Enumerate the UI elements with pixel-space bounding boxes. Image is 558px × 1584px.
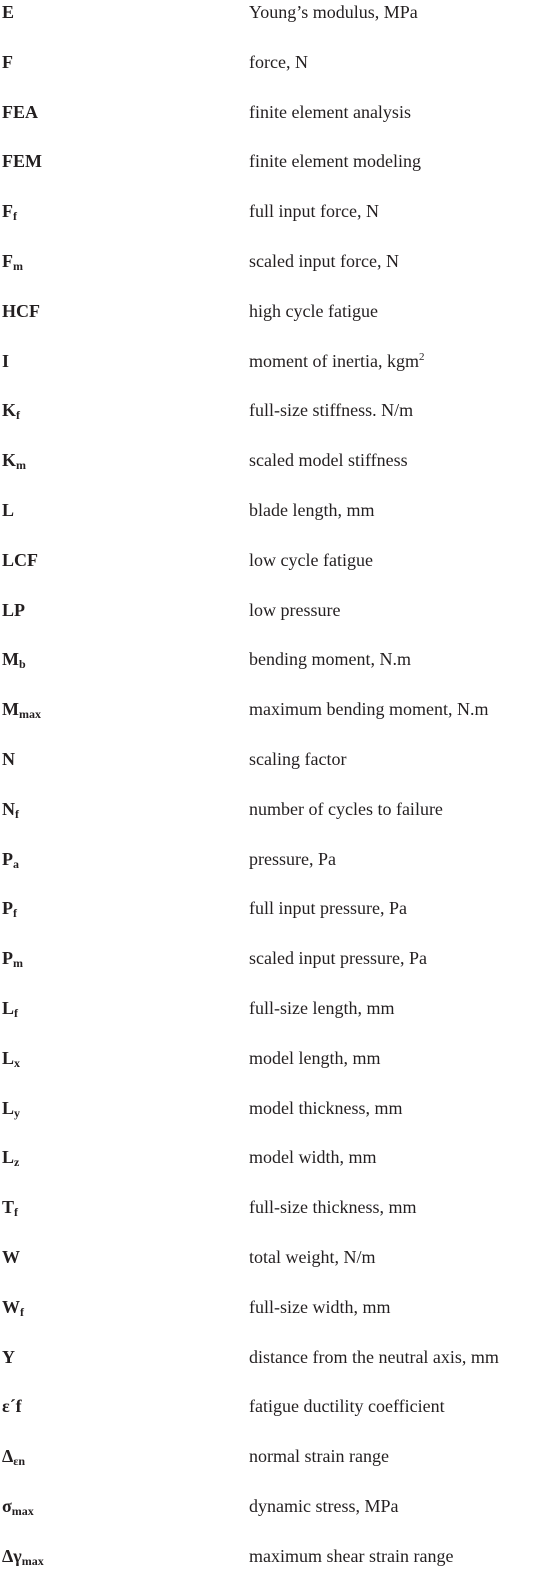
description: blade length, mm	[249, 500, 375, 520]
symbol: $\sigma_{max}$	[2, 1496, 34, 1518]
description: normal strain range	[249, 1446, 389, 1467]
symbol: $K_m$	[2, 450, 27, 473]
nomenclature-row	[0, 448, 558, 488]
symbol: $M_b$	[2, 649, 26, 672]
nomenclature-row	[0, 996, 558, 1036]
nomenclature-row	[0, 1046, 558, 1086]
description: low pressure	[249, 599, 341, 620]
description: dynamic stress, MPa	[249, 1496, 399, 1516]
nomenclature-row	[0, 1544, 558, 1584]
nomenclature-row	[0, 1444, 558, 1484]
symbol: $P_m$	[2, 948, 23, 971]
nomenclature-row	[0, 398, 558, 438]
description: maximum bending moment, N.m	[249, 699, 489, 720]
description: moment of inertia, kgm$^2$	[249, 350, 425, 371]
nomenclature-row	[0, 1145, 558, 1185]
description: full-size thickness, mm	[249, 1197, 417, 1218]
symbol: N	[2, 749, 15, 769]
symbol: $F_m$	[2, 251, 23, 273]
nomenclature-row	[0, 1195, 558, 1235]
nomenclature-row	[0, 1295, 558, 1335]
nomenclature-row	[0, 747, 558, 787]
description: bending moment, N.m	[249, 649, 411, 670]
description: finite element modeling	[249, 151, 421, 172]
symbol: $N_f$	[2, 798, 19, 821]
description: full input pressure, Pa	[249, 898, 407, 919]
symbol: $L_z$	[2, 1147, 20, 1170]
nomenclature-row	[0, 598, 558, 638]
nomenclature-row	[0, 149, 558, 189]
description: pressure, Pa	[249, 848, 336, 869]
nomenclature-row	[0, 1245, 558, 1285]
symbol: ε´f	[2, 1396, 22, 1417]
description: maximum shear strain range	[249, 1545, 454, 1566]
nomenclature-row	[0, 1394, 558, 1434]
nomenclature-row	[0, 1494, 558, 1534]
nomenclature-row	[0, 299, 558, 339]
description: model length, mm	[249, 1047, 381, 1068]
symbol: $L_y$	[2, 1097, 21, 1120]
description: full input force, N	[249, 201, 379, 222]
symbol: F	[2, 51, 13, 72]
description: model width, mm	[249, 1147, 377, 1168]
nomenclature-row	[0, 847, 558, 887]
symbol: HCF	[2, 300, 40, 321]
description: full-size width, mm	[249, 1296, 391, 1317]
symbol: $L_x$	[2, 1047, 21, 1070]
symbol: $T_f$	[2, 1197, 19, 1220]
symbol: LP	[2, 599, 26, 620]
nomenclature-row	[0, 100, 558, 140]
nomenclature-row	[0, 1345, 558, 1385]
symbol: $F_f$	[2, 201, 17, 224]
symbol: $M_{max}$	[2, 699, 41, 722]
description: scaled model stiffness	[249, 450, 408, 471]
nomenclature-row	[0, 349, 558, 389]
description: scaled input pressure, Pa	[249, 948, 427, 969]
nomenclature-row	[0, 199, 558, 239]
description: low cycle fatigue	[249, 549, 373, 570]
symbol: $L_f$	[2, 998, 19, 1020]
description: distance from the neutral axis, mm	[249, 1346, 499, 1367]
description: model thickness, mm	[249, 1097, 403, 1118]
symbol: $P_a$	[2, 848, 19, 871]
nomenclature-row	[0, 498, 558, 538]
symbol: $\Delta_{\varepsilon n}$	[2, 1446, 26, 1469]
symbol: Y	[2, 1346, 15, 1367]
description: total weight, N/m	[249, 1247, 376, 1267]
description: high cycle fatigue	[249, 300, 378, 321]
description: number of cycles to failure	[249, 798, 443, 819]
description: finite element analysis	[249, 101, 411, 122]
symbol: E	[2, 2, 15, 22]
symbol: $W_f$	[2, 1296, 24, 1319]
nomenclature-row	[0, 946, 558, 986]
nomenclature-row	[0, 50, 558, 90]
nomenclature-row	[0, 647, 558, 687]
symbol: $\Delta\gamma_{max}$	[2, 1545, 44, 1568]
symbol: L	[2, 500, 15, 520]
symbol: I	[2, 350, 10, 371]
nomenclature-row	[0, 548, 558, 588]
description: full-size length, mm	[249, 998, 395, 1018]
nomenclature-row	[0, 797, 558, 837]
nomenclature-row	[0, 0, 558, 40]
description: fatigue ductility coefficient	[249, 1396, 445, 1417]
symbol: FEA	[2, 101, 38, 122]
symbol: W	[2, 1247, 20, 1267]
description: scaled input force, N	[249, 251, 399, 271]
description: Young’s modulus, MPa	[249, 2, 418, 22]
symbol: LCF	[2, 549, 38, 570]
symbol: $K_f$	[2, 400, 21, 423]
symbol: FEM	[2, 151, 42, 172]
description: force, N	[249, 51, 308, 72]
description: scaling factor	[249, 749, 347, 769]
symbol: $P_f$	[2, 898, 17, 921]
nomenclature-row	[0, 697, 558, 737]
nomenclature-row	[0, 249, 558, 289]
description: full-size stiffness. N/m	[249, 400, 414, 421]
nomenclature-row	[0, 896, 558, 936]
nomenclature-row	[0, 1096, 558, 1136]
